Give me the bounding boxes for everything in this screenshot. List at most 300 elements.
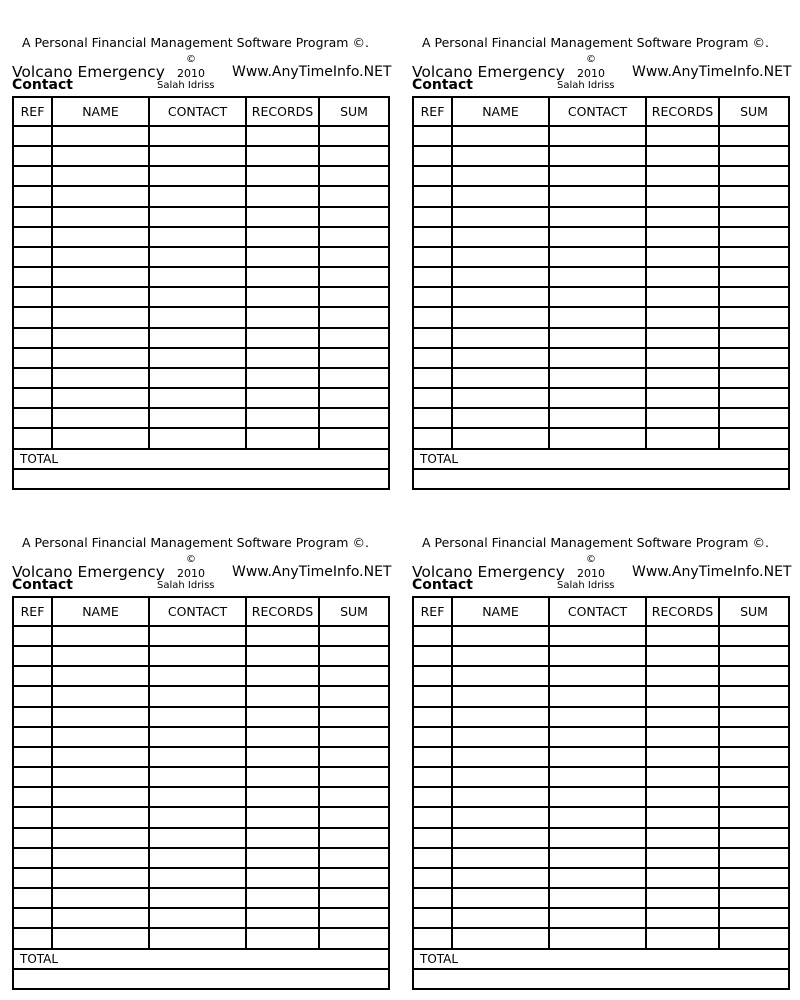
cell-contact[interactable] [149, 868, 246, 888]
cell-sum[interactable] [719, 727, 789, 747]
total-value-cell[interactable] [413, 969, 789, 989]
cell-ref[interactable] [13, 146, 52, 166]
cell-ref[interactable] [413, 368, 452, 388]
cell-ref[interactable] [413, 166, 452, 186]
cell-contact[interactable] [549, 807, 646, 827]
cell-contact[interactable] [149, 307, 246, 327]
cell-contact[interactable] [549, 868, 646, 888]
cell-contact[interactable] [549, 646, 646, 666]
cell-contact[interactable] [149, 646, 246, 666]
cell-sum[interactable] [719, 666, 789, 686]
cell-ref[interactable] [13, 207, 52, 227]
cell-name[interactable] [452, 646, 549, 666]
cell-records[interactable] [246, 848, 319, 868]
cell-sum[interactable] [319, 908, 389, 928]
cell-contact[interactable] [549, 787, 646, 807]
cell-sum[interactable] [719, 186, 789, 206]
cell-name[interactable] [452, 868, 549, 888]
cell-records[interactable] [646, 368, 719, 388]
cell-name[interactable] [52, 686, 149, 706]
cell-contact[interactable] [549, 186, 646, 206]
cell-records[interactable] [646, 707, 719, 727]
cell-records[interactable] [646, 408, 719, 428]
cell-contact[interactable] [149, 388, 246, 408]
cell-ref[interactable] [13, 388, 52, 408]
cell-records[interactable] [246, 166, 319, 186]
cell-sum[interactable] [319, 646, 389, 666]
cell-name[interactable] [452, 686, 549, 706]
cell-name[interactable] [52, 368, 149, 388]
cell-contact[interactable] [149, 368, 246, 388]
cell-contact[interactable] [549, 408, 646, 428]
cell-records[interactable] [646, 686, 719, 706]
cell-ref[interactable] [413, 287, 452, 307]
total-value-cell[interactable] [13, 969, 389, 989]
cell-sum[interactable] [319, 126, 389, 146]
cell-records[interactable] [246, 646, 319, 666]
cell-name[interactable] [52, 767, 149, 787]
cell-name[interactable] [452, 848, 549, 868]
cell-ref[interactable] [13, 747, 52, 767]
cell-contact[interactable] [149, 908, 246, 928]
cell-ref[interactable] [13, 868, 52, 888]
cell-ref[interactable] [413, 747, 452, 767]
cell-sum[interactable] [319, 828, 389, 848]
cell-sum[interactable] [319, 868, 389, 888]
cell-contact[interactable] [549, 747, 646, 767]
cell-records[interactable] [646, 727, 719, 747]
cell-name[interactable] [52, 848, 149, 868]
cell-ref[interactable] [13, 227, 52, 247]
cell-sum[interactable] [319, 686, 389, 706]
cell-ref[interactable] [13, 166, 52, 186]
cell-ref[interactable] [413, 928, 452, 948]
cell-ref[interactable] [413, 307, 452, 327]
cell-name[interactable] [52, 408, 149, 428]
cell-sum[interactable] [719, 368, 789, 388]
cell-records[interactable] [246, 686, 319, 706]
cell-name[interactable] [452, 328, 549, 348]
cell-sum[interactable] [719, 747, 789, 767]
cell-ref[interactable] [13, 828, 52, 848]
cell-name[interactable] [452, 767, 549, 787]
cell-name[interactable] [452, 186, 549, 206]
cell-records[interactable] [646, 348, 719, 368]
cell-name[interactable] [52, 267, 149, 287]
cell-contact[interactable] [149, 888, 246, 908]
cell-records[interactable] [246, 807, 319, 827]
cell-contact[interactable] [549, 146, 646, 166]
cell-sum[interactable] [719, 247, 789, 267]
cell-name[interactable] [452, 888, 549, 908]
cell-sum[interactable] [719, 408, 789, 428]
cell-ref[interactable] [13, 848, 52, 868]
cell-contact[interactable] [549, 227, 646, 247]
cell-name[interactable] [52, 307, 149, 327]
cell-ref[interactable] [13, 666, 52, 686]
cell-name[interactable] [452, 307, 549, 327]
cell-records[interactable] [246, 186, 319, 206]
cell-contact[interactable] [149, 807, 246, 827]
cell-ref[interactable] [13, 767, 52, 787]
cell-sum[interactable] [319, 186, 389, 206]
cell-ref[interactable] [413, 328, 452, 348]
cell-records[interactable] [646, 428, 719, 448]
cell-records[interactable] [246, 368, 319, 388]
cell-name[interactable] [52, 646, 149, 666]
cell-name[interactable] [52, 727, 149, 747]
cell-ref[interactable] [13, 646, 52, 666]
cell-sum[interactable] [319, 928, 389, 948]
cell-name[interactable] [52, 328, 149, 348]
cell-sum[interactable] [319, 888, 389, 908]
cell-contact[interactable] [549, 368, 646, 388]
cell-sum[interactable] [719, 428, 789, 448]
cell-name[interactable] [452, 408, 549, 428]
cell-records[interactable] [646, 666, 719, 686]
cell-sum[interactable] [719, 908, 789, 928]
cell-ref[interactable] [413, 428, 452, 448]
cell-sum[interactable] [319, 848, 389, 868]
cell-records[interactable] [646, 848, 719, 868]
cell-name[interactable] [452, 727, 549, 747]
cell-records[interactable] [646, 126, 719, 146]
cell-contact[interactable] [549, 307, 646, 327]
cell-contact[interactable] [149, 626, 246, 646]
cell-sum[interactable] [719, 287, 789, 307]
cell-contact[interactable] [149, 328, 246, 348]
cell-contact[interactable] [549, 928, 646, 948]
cell-name[interactable] [452, 267, 549, 287]
cell-name[interactable] [52, 126, 149, 146]
cell-contact[interactable] [549, 828, 646, 848]
cell-records[interactable] [246, 707, 319, 727]
cell-records[interactable] [646, 227, 719, 247]
cell-sum[interactable] [719, 707, 789, 727]
cell-sum[interactable] [319, 207, 389, 227]
cell-sum[interactable] [719, 807, 789, 827]
cell-records[interactable] [246, 928, 319, 948]
cell-name[interactable] [452, 227, 549, 247]
cell-contact[interactable] [549, 287, 646, 307]
cell-records[interactable] [646, 908, 719, 928]
cell-contact[interactable] [549, 888, 646, 908]
cell-name[interactable] [452, 348, 549, 368]
cell-ref[interactable] [413, 848, 452, 868]
cell-contact[interactable] [549, 707, 646, 727]
cell-records[interactable] [246, 146, 319, 166]
cell-contact[interactable] [149, 686, 246, 706]
cell-records[interactable] [246, 868, 319, 888]
cell-records[interactable] [246, 287, 319, 307]
cell-sum[interactable] [719, 348, 789, 368]
cell-contact[interactable] [149, 126, 246, 146]
cell-sum[interactable] [319, 287, 389, 307]
cell-name[interactable] [452, 368, 549, 388]
cell-name[interactable] [452, 146, 549, 166]
cell-records[interactable] [246, 888, 319, 908]
cell-name[interactable] [52, 787, 149, 807]
cell-sum[interactable] [319, 227, 389, 247]
cell-contact[interactable] [549, 626, 646, 646]
cell-name[interactable] [52, 807, 149, 827]
cell-contact[interactable] [149, 767, 246, 787]
cell-sum[interactable] [319, 787, 389, 807]
cell-sum[interactable] [319, 247, 389, 267]
cell-ref[interactable] [413, 767, 452, 787]
cell-name[interactable] [452, 707, 549, 727]
cell-records[interactable] [646, 928, 719, 948]
cell-name[interactable] [52, 227, 149, 247]
cell-records[interactable] [246, 307, 319, 327]
cell-name[interactable] [52, 707, 149, 727]
cell-ref[interactable] [13, 928, 52, 948]
cell-contact[interactable] [549, 686, 646, 706]
cell-records[interactable] [646, 388, 719, 408]
cell-sum[interactable] [719, 868, 789, 888]
cell-records[interactable] [646, 287, 719, 307]
cell-name[interactable] [52, 207, 149, 227]
cell-ref[interactable] [13, 186, 52, 206]
cell-contact[interactable] [549, 328, 646, 348]
cell-contact[interactable] [149, 727, 246, 747]
cell-sum[interactable] [719, 767, 789, 787]
cell-ref[interactable] [413, 267, 452, 287]
cell-ref[interactable] [13, 368, 52, 388]
cell-ref[interactable] [413, 908, 452, 928]
cell-records[interactable] [246, 267, 319, 287]
cell-name[interactable] [52, 388, 149, 408]
cell-contact[interactable] [149, 928, 246, 948]
cell-contact[interactable] [549, 126, 646, 146]
cell-ref[interactable] [413, 227, 452, 247]
cell-records[interactable] [646, 247, 719, 267]
cell-sum[interactable] [319, 626, 389, 646]
cell-contact[interactable] [149, 186, 246, 206]
cell-sum[interactable] [319, 767, 389, 787]
cell-ref[interactable] [13, 707, 52, 727]
cell-contact[interactable] [549, 207, 646, 227]
cell-ref[interactable] [413, 727, 452, 747]
cell-sum[interactable] [719, 626, 789, 646]
cell-ref[interactable] [413, 388, 452, 408]
cell-name[interactable] [452, 207, 549, 227]
cell-sum[interactable] [719, 126, 789, 146]
cell-records[interactable] [646, 166, 719, 186]
cell-sum[interactable] [319, 807, 389, 827]
cell-sum[interactable] [719, 787, 789, 807]
cell-sum[interactable] [319, 166, 389, 186]
cell-name[interactable] [52, 747, 149, 767]
cell-sum[interactable] [319, 267, 389, 287]
cell-ref[interactable] [413, 186, 452, 206]
total-value-cell[interactable] [413, 469, 789, 489]
cell-sum[interactable] [719, 828, 789, 848]
cell-sum[interactable] [719, 686, 789, 706]
cell-ref[interactable] [413, 828, 452, 848]
cell-contact[interactable] [549, 247, 646, 267]
cell-sum[interactable] [719, 267, 789, 287]
cell-name[interactable] [452, 828, 549, 848]
cell-ref[interactable] [13, 287, 52, 307]
cell-ref[interactable] [413, 707, 452, 727]
cell-sum[interactable] [719, 888, 789, 908]
cell-sum[interactable] [319, 368, 389, 388]
cell-sum[interactable] [319, 328, 389, 348]
cell-name[interactable] [452, 807, 549, 827]
cell-contact[interactable] [549, 267, 646, 287]
cell-sum[interactable] [319, 146, 389, 166]
cell-name[interactable] [52, 348, 149, 368]
cell-name[interactable] [452, 287, 549, 307]
cell-contact[interactable] [149, 747, 246, 767]
cell-records[interactable] [246, 626, 319, 646]
cell-ref[interactable] [13, 307, 52, 327]
cell-records[interactable] [646, 868, 719, 888]
cell-name[interactable] [452, 666, 549, 686]
cell-records[interactable] [646, 146, 719, 166]
cell-name[interactable] [452, 126, 549, 146]
cell-contact[interactable] [149, 267, 246, 287]
total-value-cell[interactable] [13, 469, 389, 489]
cell-name[interactable] [52, 868, 149, 888]
cell-name[interactable] [52, 928, 149, 948]
cell-records[interactable] [246, 908, 319, 928]
cell-sum[interactable] [319, 307, 389, 327]
cell-name[interactable] [52, 247, 149, 267]
cell-name[interactable] [52, 186, 149, 206]
cell-records[interactable] [246, 227, 319, 247]
cell-sum[interactable] [719, 388, 789, 408]
cell-records[interactable] [246, 727, 319, 747]
cell-sum[interactable] [319, 747, 389, 767]
cell-records[interactable] [246, 247, 319, 267]
cell-contact[interactable] [149, 166, 246, 186]
cell-name[interactable] [452, 428, 549, 448]
cell-records[interactable] [646, 328, 719, 348]
cell-ref[interactable] [413, 247, 452, 267]
cell-name[interactable] [52, 287, 149, 307]
cell-contact[interactable] [149, 408, 246, 428]
cell-records[interactable] [646, 307, 719, 327]
cell-records[interactable] [646, 767, 719, 787]
cell-contact[interactable] [549, 727, 646, 747]
cell-records[interactable] [246, 348, 319, 368]
cell-ref[interactable] [413, 888, 452, 908]
cell-records[interactable] [246, 666, 319, 686]
cell-sum[interactable] [719, 646, 789, 666]
cell-name[interactable] [52, 146, 149, 166]
cell-sum[interactable] [319, 348, 389, 368]
cell-name[interactable] [452, 747, 549, 767]
cell-contact[interactable] [149, 428, 246, 448]
cell-contact[interactable] [149, 848, 246, 868]
cell-name[interactable] [452, 787, 549, 807]
cell-name[interactable] [452, 247, 549, 267]
cell-contact[interactable] [549, 908, 646, 928]
cell-records[interactable] [246, 787, 319, 807]
cell-ref[interactable] [413, 146, 452, 166]
cell-records[interactable] [646, 207, 719, 227]
cell-name[interactable] [52, 428, 149, 448]
cell-ref[interactable] [413, 126, 452, 146]
cell-records[interactable] [246, 388, 319, 408]
cell-sum[interactable] [719, 146, 789, 166]
cell-sum[interactable] [719, 928, 789, 948]
cell-ref[interactable] [13, 348, 52, 368]
cell-sum[interactable] [719, 166, 789, 186]
cell-ref[interactable] [413, 666, 452, 686]
cell-contact[interactable] [149, 666, 246, 686]
cell-name[interactable] [52, 888, 149, 908]
cell-records[interactable] [246, 408, 319, 428]
cell-records[interactable] [646, 828, 719, 848]
cell-ref[interactable] [13, 787, 52, 807]
cell-records[interactable] [246, 747, 319, 767]
cell-sum[interactable] [319, 388, 389, 408]
cell-contact[interactable] [549, 348, 646, 368]
cell-contact[interactable] [149, 287, 246, 307]
cell-records[interactable] [646, 747, 719, 767]
cell-records[interactable] [646, 626, 719, 646]
cell-name[interactable] [452, 928, 549, 948]
cell-ref[interactable] [13, 428, 52, 448]
cell-contact[interactable] [549, 166, 646, 186]
cell-ref[interactable] [13, 686, 52, 706]
cell-records[interactable] [646, 888, 719, 908]
cell-ref[interactable] [413, 207, 452, 227]
cell-ref[interactable] [13, 126, 52, 146]
cell-ref[interactable] [13, 267, 52, 287]
cell-ref[interactable] [13, 328, 52, 348]
cell-ref[interactable] [413, 807, 452, 827]
cell-contact[interactable] [149, 707, 246, 727]
cell-records[interactable] [246, 328, 319, 348]
cell-records[interactable] [246, 828, 319, 848]
cell-ref[interactable] [13, 408, 52, 428]
cell-records[interactable] [646, 787, 719, 807]
cell-contact[interactable] [149, 227, 246, 247]
cell-ref[interactable] [413, 787, 452, 807]
cell-ref[interactable] [413, 626, 452, 646]
cell-ref[interactable] [13, 727, 52, 747]
cell-name[interactable] [452, 166, 549, 186]
cell-sum[interactable] [319, 666, 389, 686]
cell-sum[interactable] [319, 707, 389, 727]
cell-contact[interactable] [149, 828, 246, 848]
cell-records[interactable] [646, 186, 719, 206]
cell-name[interactable] [52, 626, 149, 646]
cell-records[interactable] [246, 207, 319, 227]
cell-records[interactable] [246, 767, 319, 787]
cell-ref[interactable] [13, 807, 52, 827]
cell-name[interactable] [452, 908, 549, 928]
cell-ref[interactable] [413, 408, 452, 428]
cell-sum[interactable] [719, 227, 789, 247]
cell-ref[interactable] [413, 686, 452, 706]
cell-contact[interactable] [549, 666, 646, 686]
cell-sum[interactable] [719, 328, 789, 348]
cell-ref[interactable] [13, 908, 52, 928]
cell-contact[interactable] [149, 787, 246, 807]
cell-ref[interactable] [413, 868, 452, 888]
cell-contact[interactable] [549, 428, 646, 448]
cell-name[interactable] [52, 166, 149, 186]
cell-contact[interactable] [549, 767, 646, 787]
cell-sum[interactable] [319, 408, 389, 428]
cell-records[interactable] [646, 807, 719, 827]
cell-name[interactable] [452, 626, 549, 646]
